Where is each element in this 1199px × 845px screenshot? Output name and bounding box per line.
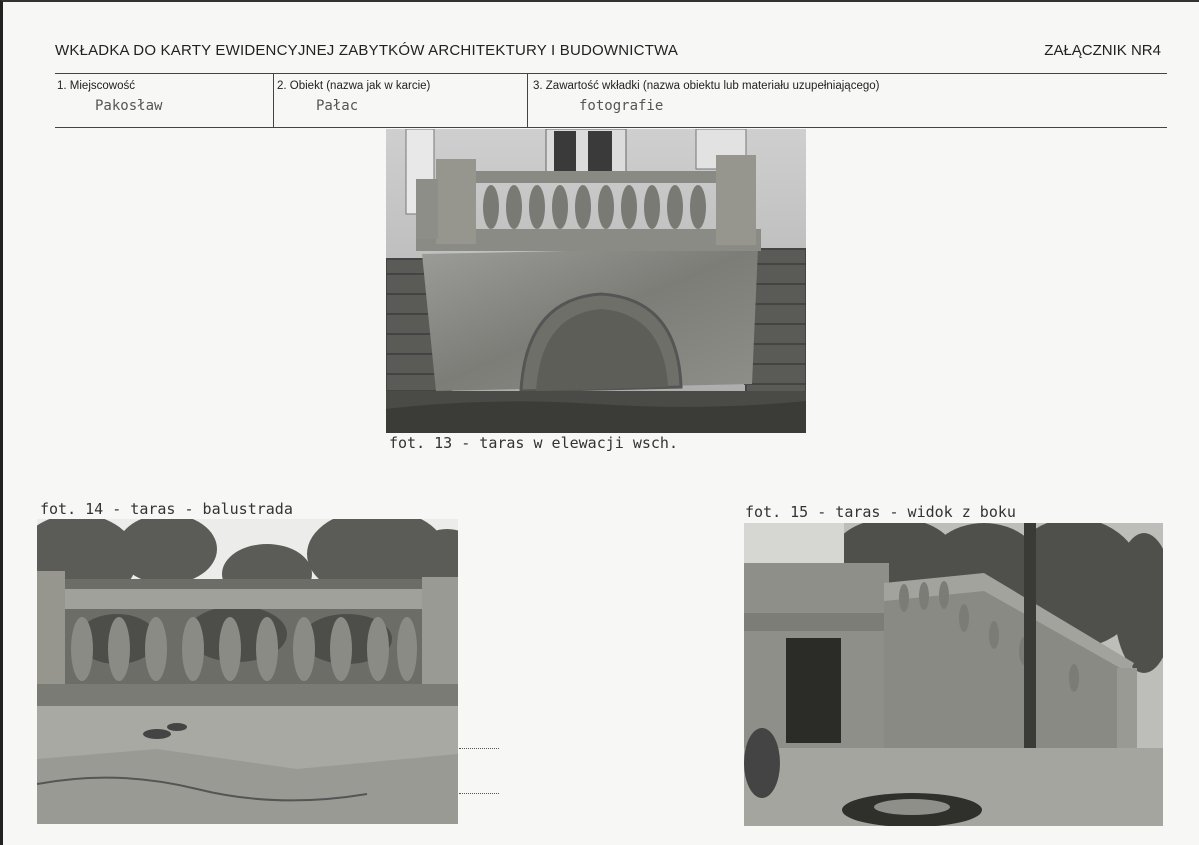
field-value-locality: Pakosław <box>95 98 163 114</box>
photo-balustrade <box>37 519 458 824</box>
header-rule-top <box>55 73 1167 74</box>
header-rule-bottom <box>55 127 1167 128</box>
photo-terrace-side <box>744 523 1163 826</box>
field-label-object: 2. Obiekt (nazwa jak w karcie) <box>277 80 431 92</box>
document-title: WKŁADKA DO KARTY EWIDENCYJNEJ ZABYTKÓW ARCHITEKTURY I BUDOWNICTWA <box>55 42 679 59</box>
dotted-mark-1 <box>459 748 499 749</box>
annex-number: 4 <box>1152 42 1161 59</box>
annex-label <box>1044 42 1161 59</box>
field-value-object: Pałac <box>316 98 359 114</box>
field-divider-2 <box>527 73 528 127</box>
annex-label-text: ZAŁĄCZNIK NR <box>1044 42 1153 59</box>
field-divider-1 <box>273 73 274 127</box>
photo-balustrade-image <box>37 519 458 824</box>
field-label-locality: 1. Miejscowość <box>57 80 135 92</box>
field-value-contents: fotografie <box>579 98 664 114</box>
dotted-mark-2 <box>459 793 499 794</box>
caption-photo-13: fot. 13 - taras w elewacji wsch. <box>389 434 678 452</box>
caption-photo-15: fot. 15 - taras - widok z boku <box>745 503 1016 521</box>
field-label-contents: 3. Zawartość wkładki (nazwa obiektu lub materiału uzupełniającego) <box>533 80 880 92</box>
photo-terrace-east-image <box>386 129 806 433</box>
photo-terrace-side-image <box>744 523 1163 826</box>
caption-photo-14: fot. 14 - taras - balustrada <box>40 500 293 518</box>
photo-terrace-east <box>386 129 806 433</box>
